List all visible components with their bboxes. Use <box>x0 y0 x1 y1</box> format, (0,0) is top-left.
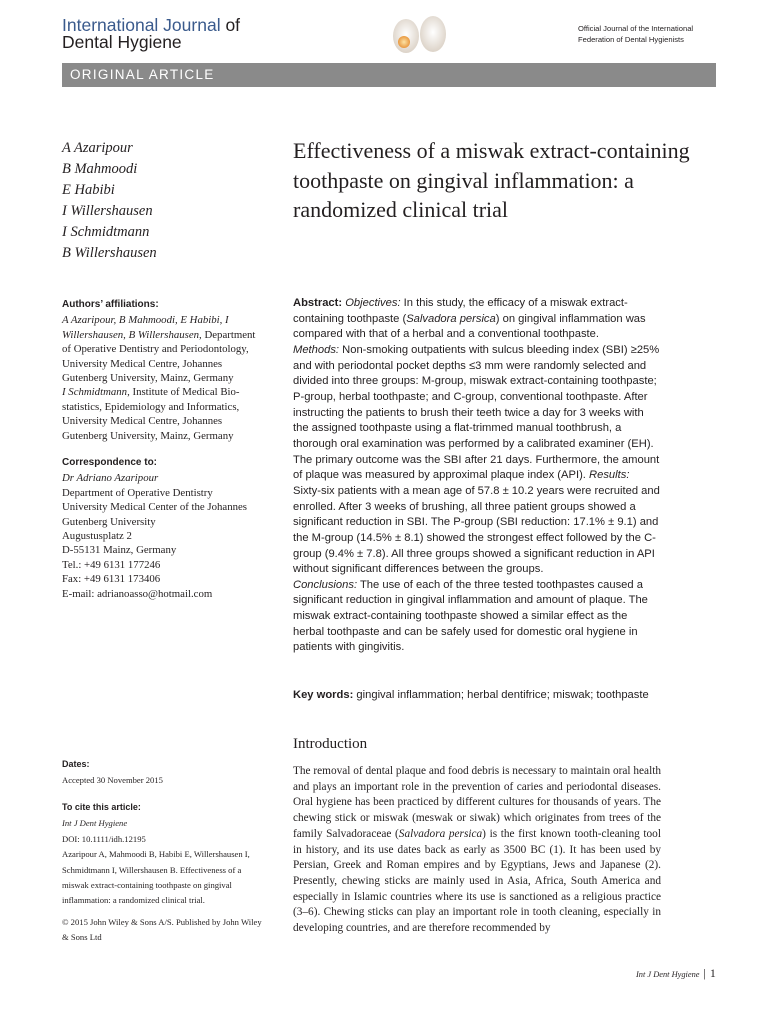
doi-link[interactable]: DOI: 10.1111/idh.12195 <box>62 833 146 844</box>
author: B Mahmoodi <box>62 161 138 177</box>
author: E Habibi <box>62 182 115 198</box>
correspondence: Correspondence to: Dr Adriano Azaripour Department of Operative Dentistry University Medical Center of the Johannes Gutenberg University Augustusplatz 2 D-55131 Mainz, Germany Tel.: +49 6131 177246 Fax: +49 6131 173406 E-mail: adrianoasso@hotmail.com <box>62 456 267 601</box>
affiliations: Authors’ affiliations: A Azaripour, B Mahmoodi, E Habibi, I Willershausen, B Willershausen, Department of Operative Dentistry and Periodontology, University Medical Centre, Johannes Gutenberg University, Mainz, Germany I Schmidtmann, Institute of Medical Bio-statistics, Epidemiology and Informatics, University Medical Centre, Johannes Gutenberg University, Mainz, Germany <box>62 299 256 442</box>
official-journal-note: Official Journal of the International Federation of Dental Hygienists <box>578 24 694 44</box>
author: I Willershausen <box>62 203 153 219</box>
author: A Azaripour <box>62 140 133 156</box>
article-title: Effectiveness of a miswak extract-containing toothpaste on gingival inflammation: a randomized clinical trial <box>293 138 690 222</box>
article-type-label: ORIGINAL ARTICLE <box>70 67 215 82</box>
journal-logo-image <box>388 12 458 56</box>
introduction-heading: Introduction <box>293 736 368 752</box>
email-link[interactable]: E-mail: adrianoasso@hotmail.com <box>62 587 213 600</box>
article-type-banner <box>62 63 716 87</box>
page-footer: Int J Dent Hygiene | 1 <box>636 966 716 980</box>
introduction-text: The removal of dental plaque and food debris is necessary to maintain oral health and plays an important role in the prevention of caries and periodontal diseases. Oral hygiene has been practiced by different cultures for thousands of years. The chewing stick or miswak (meswak or siwak) which originates from trees of the family Salvadoraceae (Salvadora persica) is the first known tooth-cleaning tool in history, and its use dates back as early as 3500 BC (1). It has been used by Persian, Greek and Roman empires and by Egyptians, Jews and Japanese (2). Presently, chewing sticks are mainly used in Asia, Africa, South America and especially in Islamic countries where its use is sanctioned as a religious practice (3–6). Chewing sticks can play an important role in tooth cleaning, especially in developing countries, and are therefore recommended by <box>293 765 661 935</box>
journal-name: International Journal of Dental Hygiene <box>62 15 241 52</box>
citation: To cite this article: Int J Dent Hygiene DOI: 10.1111/idh.12195 Azaripour A, Mahmoodi B, Habibi E, Willershausen I, Schmidtmann I, Willershausen B. Effectiveness of a miswak extract-containing toothpaste on gingival inflammation: a randomized clinical trial. © 2015 John Wiley & Sons A/S. Published by John Wiley & Sons Ltd <box>62 800 267 946</box>
author-list <box>62 138 157 264</box>
author: B Willershausen <box>62 245 157 261</box>
keywords: Key words: gingival inflammation; herbal dentifrice; miswak; toothpaste <box>293 689 649 701</box>
abstract: Abstract: Objectives: In this study, the efficacy of a miswak extract-containing toothpaste (Salvadora persica) on gingival inflammation was compared with that of a herbal and a conventional toothpaste. Methods: Non-smoking outpatients with sulcus bleeding index (SBI) ≥25% and with periodontal pocket depths ≤3 mm were randomly selected and divided into three groups: M-group, miswak extract-containing toothpaste; P-group, herbal toothpaste; and C-group, conventional toothpaste. After instructing the patients to brush their teeth twice a day for 3 weeks with the assigned toothpaste using a flat-trimmed manual toothbrush, a thorough oral examination was performed by a calibrated examiner (EH). The primary outcome was the SBI after 21 days. Furthermore, the amount of plaque was measured by approximal plaque index (API). Results: Sixty-six patients with a mean age of 57.8 ± 10.2 years were recruited and enrolled. After 3 weeks of brushing, all three patient groups showed a significant reduction in SBI. The P-group (SBI reduction: 17.1% ± 9.1) and the M-group (14.5% ± 8.1) showed the strongest effect followed by the C-group (9.4% ± 7.8). All three groups showed a significant reduction in API without significant differences between the groups. Conclusions: The use of each of the three tested toothpastes caused a significant reduction in gingival inflammation and amount of plaque. The miswak extract-containing toothpaste showed a similar effect as the herbal toothpaste and can be safely used for domestic oral hygiene in patients with gingivitis. <box>293 297 660 654</box>
author: I Schmidtmann <box>62 224 150 240</box>
page-number: 1 <box>709 966 716 980</box>
dates: Dates: Accepted 30 November 2015 <box>62 759 163 786</box>
